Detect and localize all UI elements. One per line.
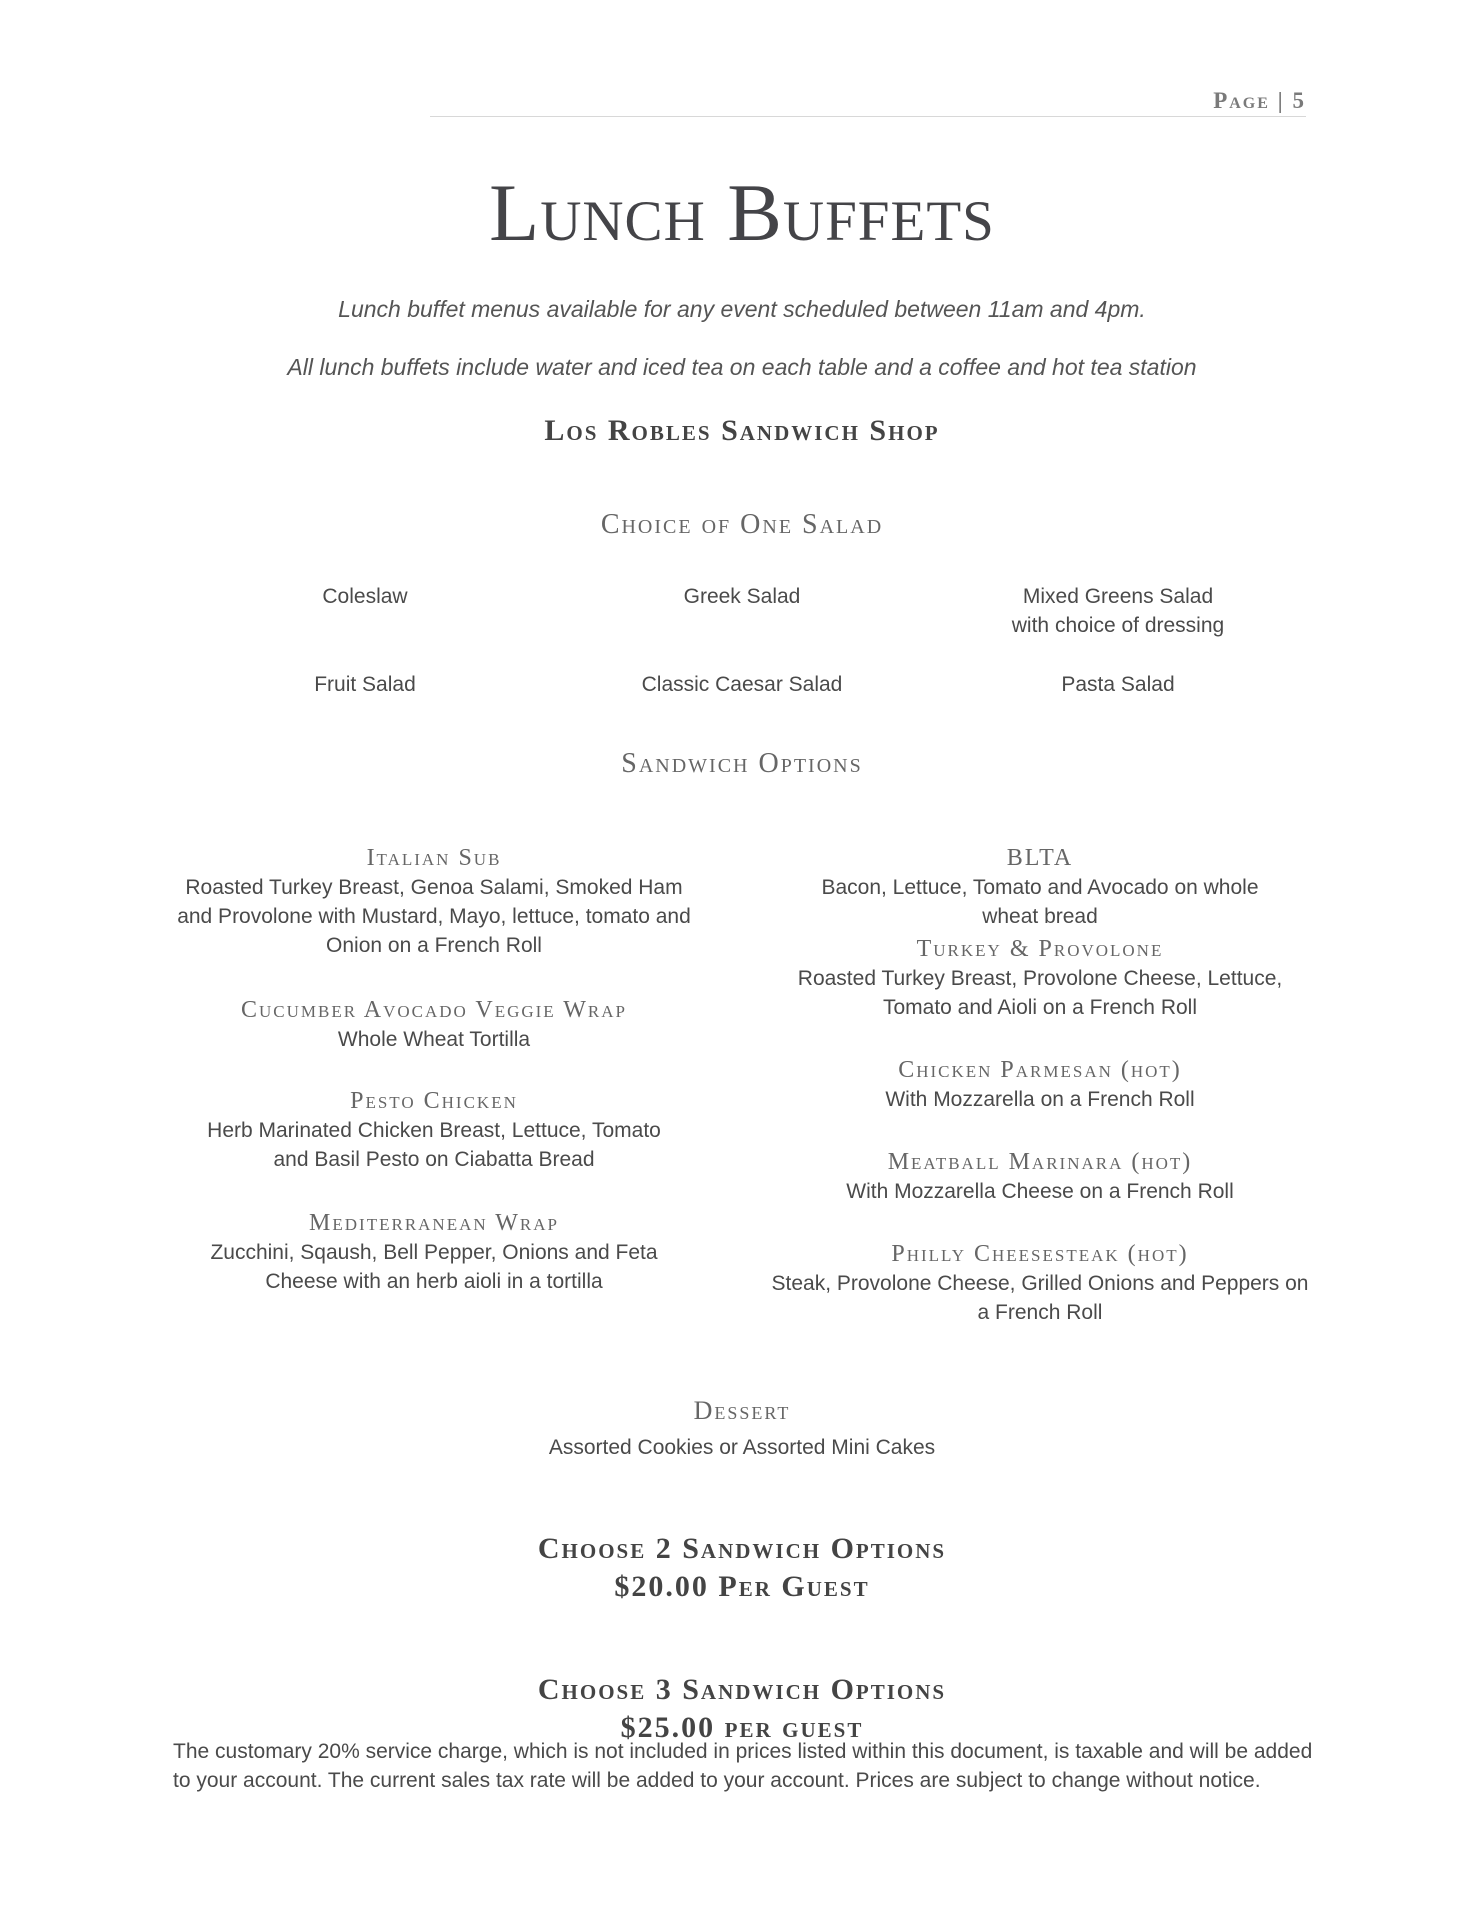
sandwich-desc: Herb Marinated Chicken Breast, Lettuce, Tomato and Basil Pesto on Ciabatta Bread: [207, 1119, 661, 1171]
sandwich-desc: Whole Wheat Tortilla: [337, 1028, 531, 1051]
salad-section-title: Choice of One Salad: [600, 509, 884, 540]
sandwich-item: [154, 843, 714, 960]
pricing-option-label: Choose 3 Sandwich Options: [537, 1673, 947, 1706]
sandwich-section-title: Sandwich Options: [621, 748, 863, 779]
salad-item: Fruit Salad: [314, 673, 416, 696]
salad-item-note: with choice of dressing: [1011, 614, 1225, 637]
intro-line-2: All lunch buffets include water and iced tea on each table and a coffee and hot tea station: [287, 354, 1197, 380]
intro-line-1: Lunch buffet menus available for any event scheduled between 11am and 4pm.: [338, 296, 1146, 322]
sandwich-desc: With Mozzarella on a French Roll: [885, 1088, 1195, 1111]
pricing-option: [0, 1530, 1484, 1606]
salad-item: Coleslaw: [322, 585, 408, 608]
pricing-option-price: $25.00 per guest: [620, 1711, 864, 1744]
sandwich-desc: Zucchini, Sqaush, Bell Pepper, Onions and Feta Cheese with an herb aioli in a tortilla: [210, 1241, 658, 1293]
sandwich-item: [760, 1055, 1320, 1114]
dessert-section-title: Dessert: [693, 1396, 791, 1425]
sandwich-item: [760, 1239, 1320, 1327]
sandwich-name: Philly Cheesesteak (hot): [891, 1241, 1189, 1267]
pricing-option-label: Choose 2 Sandwich Options: [537, 1532, 947, 1565]
salad-item-name: Mixed Greens Salad: [1022, 585, 1214, 608]
page-number: Page | 5: [1213, 88, 1306, 113]
sandwich-desc: Steak, Provolone Cheese, Grilled Onions and Peppers on a French Roll: [771, 1272, 1309, 1324]
sandwich-desc: Roasted Turkey Breast, Provolone Cheese, Lettuce, Tomato and Aioli on a French Roll: [797, 967, 1283, 1019]
sandwich-desc: With Mozzarella Cheese on a French Roll: [846, 1180, 1234, 1203]
sandwich-name: Pesto Chicken: [350, 1088, 518, 1114]
pricing-option: [0, 1671, 1484, 1747]
salad-item: Pasta Salad: [1061, 673, 1175, 696]
sandwich-name: Italian Sub: [366, 845, 502, 871]
sandwich-name: BLTA: [1006, 845, 1074, 871]
sandwich-name: Mediterranean Wrap: [309, 1210, 559, 1236]
sandwich-item: [154, 1208, 714, 1296]
sandwich-name: Chicken Parmesan (hot): [898, 1057, 1182, 1083]
sandwich-desc: Roasted Turkey Breast, Genoa Salami, Smoked Ham and Provolone with Mustard, Mayo, lettuce, tomato and Onion on a French Roll: [177, 876, 691, 957]
header-divider: [430, 116, 1306, 117]
sandwich-name: Meatball Marinara (hot): [887, 1149, 1193, 1175]
sandwich-item: [760, 843, 1320, 931]
service-charge-note: The customary 20% service charge, which is not included in prices listed within this document, is taxable and will be added to your account. The current sales tax rate will be added to your account. Prices are subject to change without notice.: [173, 1740, 1313, 1792]
sandwich-item: [154, 1086, 714, 1174]
salad-item: Classic Caesar Salad: [641, 673, 843, 696]
sandwich-name: Cucumber Avocado Veggie Wrap: [241, 997, 627, 1023]
salad-item: Greek Salad: [683, 585, 801, 608]
sandwich-name: Turkey & Provolone: [916, 936, 1164, 962]
pricing-option-price: $20.00 Per Guest: [614, 1570, 870, 1603]
dessert-text: Assorted Cookies or Assorted Mini Cakes: [548, 1436, 936, 1459]
sandwich-item: [760, 1147, 1320, 1206]
sandwich-desc: Bacon, Lettuce, Tomato and Avocado on whole wheat bread: [821, 876, 1259, 928]
shop-title: Los Robles Sandwich Shop: [544, 414, 940, 447]
salad-item: [958, 582, 1278, 640]
page-title: Lunch Buffets: [489, 167, 995, 258]
sandwich-item: [154, 995, 714, 1054]
sandwich-item: [760, 934, 1320, 1022]
